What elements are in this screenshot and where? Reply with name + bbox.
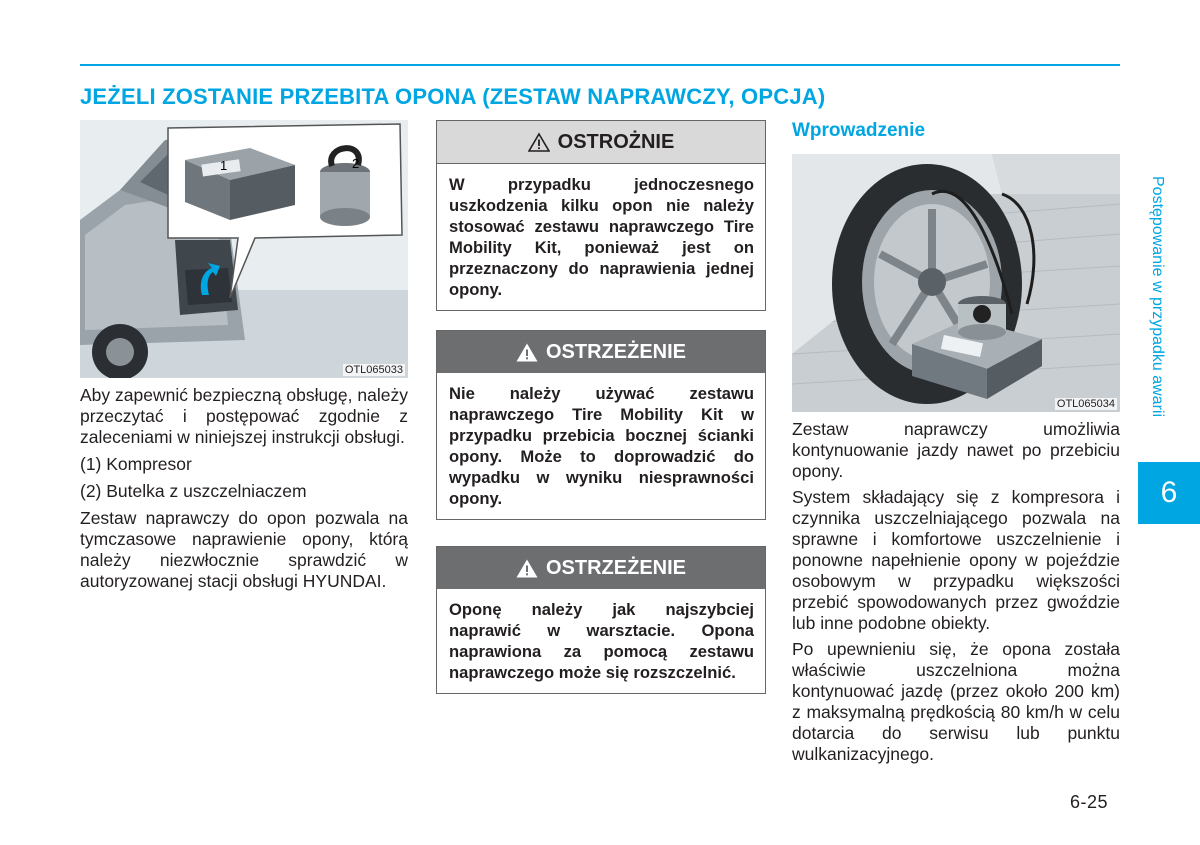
warning-header-1: [437, 331, 765, 373]
chapter-number-tab: 6: [1138, 462, 1200, 524]
left-column-text: [80, 385, 408, 598]
right-column-text: [792, 419, 1120, 770]
warning-body-2: [437, 589, 765, 693]
page-number: 6-25: [1070, 792, 1109, 812]
warning-title-2: OSTRZEŻENIE: [545, 556, 686, 579]
warning-triangle-icon: [516, 558, 538, 578]
tire-inflation-illustration: [792, 154, 1120, 412]
intro-paragraph: Aby zapewnić bezpieczną obsługę, należy przeczytać i postępować zgodnie z zaleceniami w niniejszej instrukcji obsługi.: [80, 385, 408, 447]
warning-body-1: [437, 373, 765, 519]
warning-header-2: [437, 547, 765, 589]
caution-title: OSTROŻNIE: [557, 130, 675, 153]
kit-purpose-paragraph: Zestaw naprawczy umożliwia kontynuowanie jazdy nawet po przebiciu opony.: [792, 419, 1120, 481]
tire-compressor-drawing: [792, 154, 1120, 412]
caution-text: W przypadku jednoczesnego uszkodzenia kilku opon nie należy stosować zestawu naprawczego Tire Mobility Kit, ponieważ jest on przeznaczony do naprawienia jednej opony.: [449, 175, 754, 299]
page-title: JEŻELI ZOSTANIE PRZEBITA OPONA (ZESTAW NAPRAWCZY, OPCJA): [80, 84, 826, 109]
warning-triangle-icon: [516, 342, 538, 362]
callout-2-label: 2: [352, 156, 360, 171]
trunk-kit-illustration: [80, 120, 408, 378]
caution-body: [437, 164, 765, 310]
item-compressor: (1) Kompresor: [80, 454, 192, 474]
chapter-side-text: Postępowanie w przypadku awarii: [1149, 176, 1166, 418]
warning-text-1: Nie należy używać zestawu naprawczego Tire Mobility Kit w przypadku przebicia bocznej ścianki opony. Może to doprowadzić do wypadku w wyniku niesprawności opony.: [449, 384, 754, 508]
figure-code: OTL065034: [1056, 398, 1115, 410]
warning-text-2: Oponę należy jak najszybciej naprawić w warsztacie. Opona naprawiona za pomocą zestawu naprawczego może się rozszczelnić.: [449, 600, 754, 682]
warning-title-1: OSTRZEŻENIE: [545, 340, 686, 363]
kit-description-paragraph: Zestaw naprawczy do opon pozwala na tymczasowe naprawienie opony, którą należy niezwłocznie sprawdzić w autoryzowanej stacji obsługi HYUNDAI.: [80, 508, 408, 591]
callout-1-label: 1: [220, 158, 228, 173]
caution-box: [436, 120, 766, 311]
chapter-side-label: [1148, 176, 1178, 456]
driving-limits-paragraph: Po upewnieniu się, że opona została właściwie uszczelniona można kontynuować jazdę (przez około 200 km) z maksymalną prędkością 80 km/h w celu dotarcia do serwisu lub punktu wulkanizacyjnego.: [792, 639, 1120, 764]
warning-box-2: [436, 546, 766, 694]
header-rule: [80, 64, 1120, 66]
caution-triangle-icon: [528, 132, 550, 152]
section-title: Wprowadzenie: [792, 120, 926, 141]
item-sealant-bottle: (2) Butelka z uszczelniaczem: [80, 481, 307, 501]
trunk-kit-drawing: [80, 120, 408, 378]
warning-box-1: [436, 330, 766, 520]
caution-header: [437, 121, 765, 164]
figure-code: OTL065033: [344, 364, 403, 376]
system-description-paragraph: System składający się z kompresora i czynnika uszczelniającego pozwala na sprawne i komfortowe uszczelnienie i ponowne napełnienie opony w pojeździe osobowym w przypadku większości przebić spowodowanych przez gwoździe lub inne podobne obiekty.: [792, 487, 1120, 633]
